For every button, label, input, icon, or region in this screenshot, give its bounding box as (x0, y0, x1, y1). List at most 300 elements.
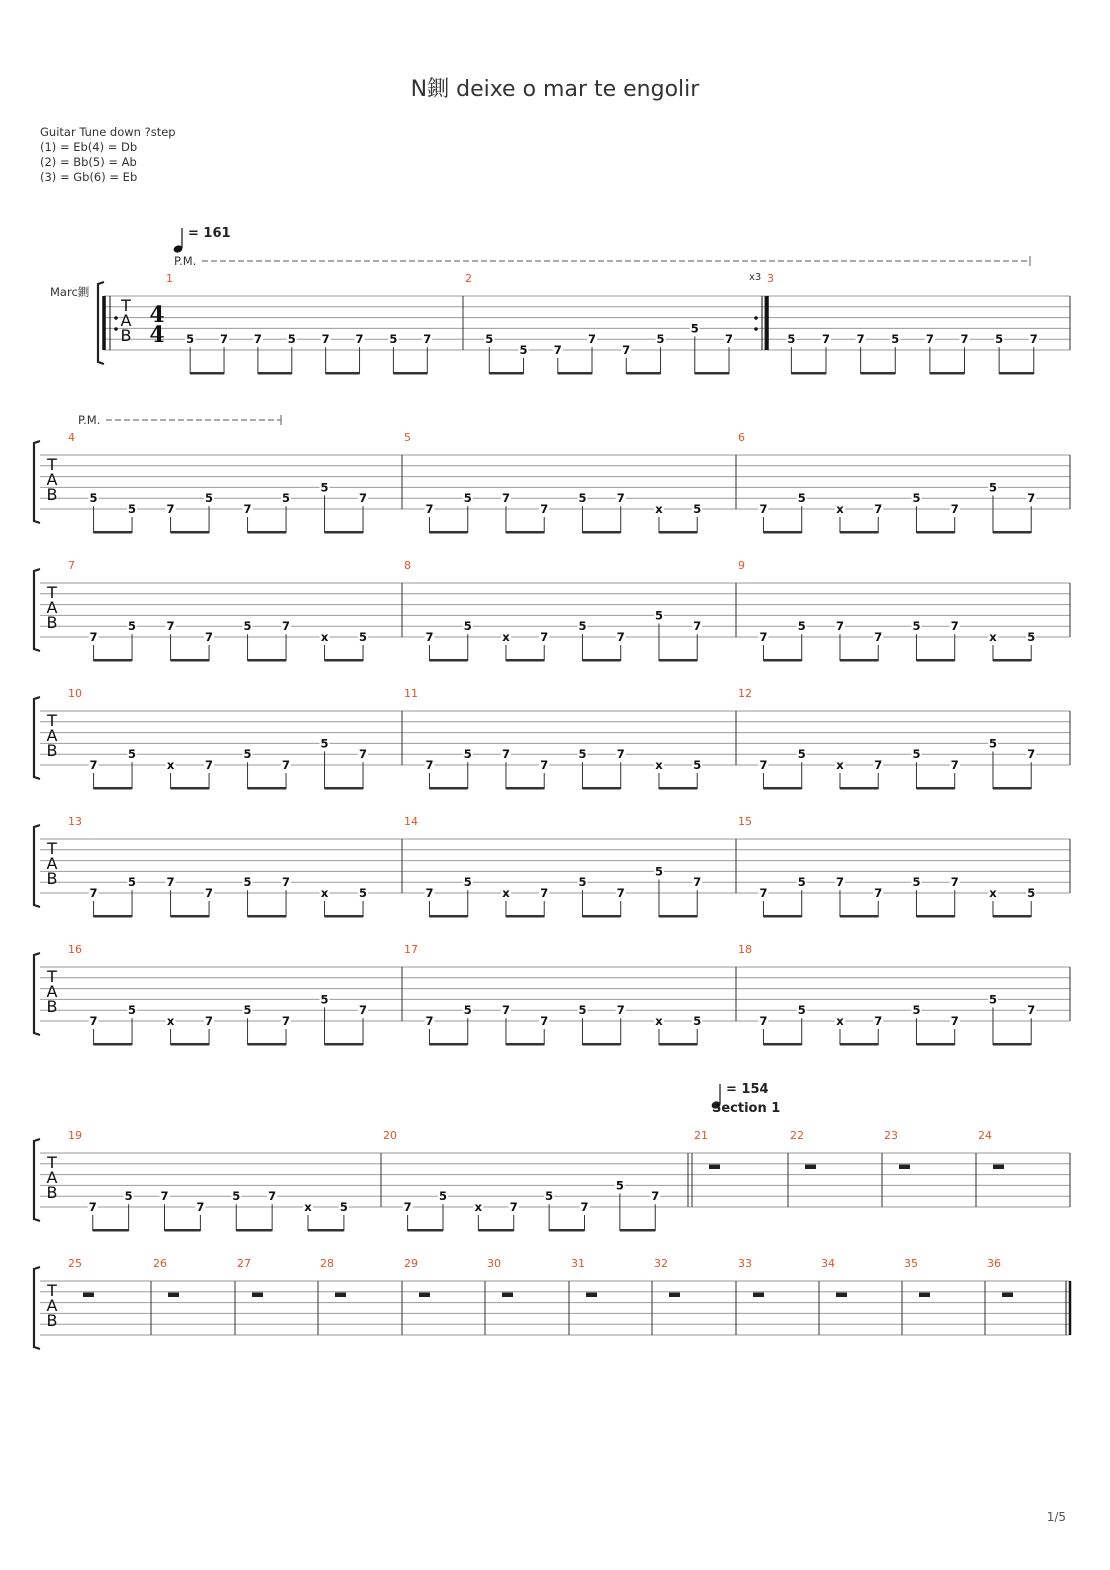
note-beam (94, 659, 133, 662)
fret-number: 7 (759, 630, 768, 644)
fret-number: 7 (950, 758, 959, 772)
fret-number: 7 (960, 332, 969, 347)
fret-number: 7 (950, 619, 959, 634)
note-beam (916, 1043, 954, 1046)
repeat-count: x3 (749, 272, 762, 283)
fret-number: 5 (438, 1189, 447, 1204)
time-signature-numerator: 4 (149, 302, 165, 328)
fret-number: 5 (282, 491, 291, 506)
tab-clef-letter: T (47, 711, 57, 730)
tuning-line: (3) = Gb(6) = Eb (40, 170, 138, 184)
tab-clef-letter: B (46, 485, 58, 504)
fret-number: 7 (89, 758, 98, 772)
fret-number: 5 (359, 886, 368, 900)
note-beam (94, 531, 133, 534)
fret-number: x (304, 1200, 312, 1214)
bar-number: 32 (654, 1257, 668, 1270)
fret-number: 7 (950, 502, 959, 516)
section-label: Section 1 (712, 1101, 781, 1116)
note-beam (999, 372, 1034, 375)
bar-number: 10 (68, 687, 82, 700)
bar-number: 4 (68, 431, 75, 444)
fret-number: x (655, 758, 663, 772)
note-beam (993, 659, 1031, 662)
fret-number: 5 (232, 1189, 241, 1204)
note-beam (582, 531, 620, 534)
note-beam (763, 1043, 801, 1046)
note-beam (171, 915, 210, 918)
fret-number: 7 (950, 875, 959, 890)
note-beam (916, 659, 954, 662)
tab-clef-letter: T (47, 1281, 57, 1300)
tab-clef-letter: A (46, 726, 58, 745)
note-beam (429, 659, 467, 662)
fret-number: 7 (1027, 747, 1036, 762)
palm-mute-label: P.M. (78, 413, 101, 427)
bar-number: 7 (68, 559, 75, 572)
bar-number: 16 (68, 943, 82, 956)
fret-number: 5 (690, 321, 699, 336)
tab-clef-letter: T (47, 455, 57, 474)
fret-number: 7 (835, 619, 844, 634)
note-beam (325, 915, 364, 918)
fret-number: 5 (243, 875, 252, 890)
fret-number: 7 (425, 758, 434, 772)
fret-number: 5 (1027, 886, 1036, 900)
fret-number: x (474, 1200, 483, 1214)
note-beam (993, 787, 1031, 790)
note-beam (763, 659, 801, 662)
tab-clef-letter: A (46, 854, 58, 873)
fret-number: x (655, 1014, 663, 1028)
fret-number: 7 (205, 886, 214, 900)
fret-number: 5 (654, 608, 663, 623)
fret-number: 5 (243, 619, 252, 634)
fret-number: 7 (89, 886, 98, 900)
fret-number: 7 (540, 1014, 549, 1028)
fret-number: 7 (693, 875, 702, 890)
note-beam (763, 787, 801, 790)
whole-rest (919, 1293, 930, 1298)
bar-number: 19 (68, 1129, 82, 1142)
bar-number: 31 (571, 1257, 585, 1270)
bar-number: 12 (738, 687, 752, 700)
fret-number: 5 (787, 332, 796, 347)
note-beam (840, 531, 878, 534)
system-bracket (34, 1267, 40, 1349)
tuning-line: (2) = Bb(5) = Ab (40, 155, 137, 169)
tab-clef-letter: A (120, 311, 132, 330)
bar-number: 27 (237, 1257, 251, 1270)
note-beam (763, 915, 801, 918)
tuning-heading: Guitar Tune down ?step (40, 125, 176, 139)
fret-number: 5 (320, 736, 329, 751)
note-beam (582, 915, 620, 918)
fret-number: 7 (616, 491, 625, 506)
fret-number: 5 (988, 992, 997, 1007)
fret-number: 5 (578, 491, 587, 506)
fret-number: 7 (835, 875, 844, 890)
fret-number: 7 (501, 1003, 510, 1018)
fret-number: 5 (912, 491, 921, 506)
system-bracket (34, 825, 40, 907)
whole-rest (586, 1293, 597, 1298)
fret-number: 7 (651, 1189, 660, 1204)
fret-number: 7 (759, 502, 768, 516)
note-beam (506, 915, 544, 918)
fret-number: 7 (856, 332, 865, 347)
bar-number: 36 (987, 1257, 1001, 1270)
fret-number: 7 (588, 332, 597, 347)
note-beam (659, 1043, 697, 1046)
fret-number: 5 (578, 875, 587, 890)
fret-number: 7 (89, 630, 98, 644)
fret-number: 7 (282, 1014, 291, 1028)
fret-number: 5 (578, 747, 587, 762)
fret-number: 7 (1027, 1003, 1036, 1018)
note-beam (171, 531, 210, 534)
note-beam (659, 531, 697, 534)
note-beam (582, 1043, 620, 1046)
fret-number: 7 (540, 630, 549, 644)
note-beam (393, 372, 427, 375)
fret-number: 5 (128, 502, 137, 516)
fret-number: 5 (128, 619, 137, 634)
note-beam (326, 372, 360, 375)
whole-rest (836, 1293, 847, 1298)
fret-number: 7 (220, 332, 229, 347)
fret-number: 5 (389, 332, 398, 347)
fret-number: x (166, 1014, 175, 1028)
instrument-label: Marc鍘 (50, 285, 90, 299)
fret-number: 7 (282, 758, 291, 772)
fret-number: 5 (797, 747, 806, 762)
fret-number: 5 (186, 332, 195, 347)
whole-rest (993, 1165, 1004, 1170)
note-beam (916, 915, 954, 918)
time-signature-denominator: 4 (149, 322, 165, 348)
note-beam (248, 915, 286, 918)
fret-number: 5 (128, 747, 137, 762)
note-beam (248, 787, 286, 790)
fret-number: 7 (403, 1200, 412, 1214)
note-beam (171, 659, 210, 662)
note-beam (582, 787, 620, 790)
bar-number: 29 (404, 1257, 418, 1270)
fret-number: 7 (622, 343, 631, 357)
whole-rest (753, 1293, 764, 1298)
note-beam (94, 915, 133, 918)
repeat-dot (754, 316, 758, 320)
tab-clef-letter: A (46, 598, 58, 617)
fret-number: 7 (616, 1003, 625, 1018)
tab-clef-letter: B (46, 869, 58, 888)
fret-number: 5 (615, 1178, 624, 1193)
fret-number: 5 (89, 491, 98, 506)
fret-number: 5 (463, 1003, 472, 1018)
fret-number: 5 (654, 864, 663, 879)
fret-number: 7 (253, 332, 262, 347)
fret-number: x (836, 1014, 844, 1028)
fret-number: 7 (166, 619, 175, 634)
fret-number: 5 (693, 1014, 702, 1028)
whole-rest (709, 1165, 720, 1170)
fret-number: 7 (243, 502, 252, 516)
fret-number: 7 (509, 1200, 518, 1214)
fret-number: 5 (128, 1003, 137, 1018)
note-beam (506, 1043, 544, 1046)
whole-rest (669, 1293, 680, 1298)
fret-number: 7 (874, 886, 883, 900)
fret-number: 5 (912, 1003, 921, 1018)
bar-number: 8 (404, 559, 411, 572)
bar-number: 14 (404, 815, 418, 828)
tab-clef-letter: T (121, 296, 131, 315)
fret-number: 7 (89, 1014, 98, 1028)
note-beam (478, 1229, 513, 1232)
fret-number: 5 (578, 619, 587, 634)
bar-number: 25 (68, 1257, 82, 1270)
bar-number: 9 (738, 559, 745, 572)
note-beam (549, 1229, 584, 1232)
fret-number: 7 (160, 1189, 169, 1204)
fret-number: 5 (656, 332, 665, 347)
note-beam (325, 531, 364, 534)
note-beam (506, 531, 544, 534)
fret-number: 7 (925, 332, 934, 347)
fret-number: 7 (822, 332, 831, 347)
fret-number: 7 (321, 332, 330, 347)
fret-number: 7 (540, 502, 549, 516)
fret-number: 7 (205, 758, 214, 772)
bar-number: 33 (738, 1257, 752, 1270)
note-beam (791, 372, 826, 375)
note-beam (506, 659, 544, 662)
bar-number: 26 (153, 1257, 167, 1270)
note-beam (993, 1043, 1031, 1046)
whole-rest (83, 1293, 94, 1298)
fret-number: 5 (320, 992, 329, 1007)
note-beam (190, 372, 224, 375)
note-beam (506, 787, 544, 790)
note-beam (659, 915, 697, 918)
note-beam (325, 787, 364, 790)
fret-number: 7 (553, 343, 562, 357)
fret-number: 7 (268, 1189, 277, 1204)
fret-number: 5 (797, 1003, 806, 1018)
fret-number: 7 (759, 1014, 768, 1028)
note-beam (165, 1229, 201, 1232)
fret-number: 5 (797, 491, 806, 506)
note-beam (626, 372, 660, 375)
fret-number: 7 (874, 758, 883, 772)
page-indicator: 1/5 (1046, 1510, 1066, 1524)
bar-number: 34 (821, 1257, 835, 1270)
tab-clef-letter: T (47, 583, 57, 602)
fret-number: 5 (988, 736, 997, 751)
bar-number: 3 (767, 272, 774, 285)
tab-clef-letter: B (46, 613, 58, 632)
fret-number: 5 (320, 480, 329, 495)
bar-number: 20 (383, 1129, 397, 1142)
fret-number: 5 (545, 1189, 554, 1204)
fret-number: 5 (124, 1189, 133, 1204)
fret-number: 7 (166, 502, 175, 516)
note-beam (236, 1229, 272, 1232)
fret-number: 5 (1027, 630, 1036, 644)
note-beam (861, 372, 896, 375)
note-beam (308, 1229, 344, 1232)
fret-number: 7 (725, 332, 734, 347)
repeat-dot (114, 327, 118, 331)
note-beam (429, 915, 467, 918)
fret-number: 5 (995, 332, 1004, 347)
fret-number: 7 (874, 1014, 883, 1028)
fret-number: 7 (616, 630, 625, 644)
tab-clef-letter: B (46, 741, 58, 760)
repeat-dot (754, 327, 758, 331)
fret-number: 5 (463, 619, 472, 634)
fret-number: 5 (693, 758, 702, 772)
fret-number: 7 (616, 886, 625, 900)
note-beam (695, 372, 729, 375)
bar-number: 24 (978, 1129, 992, 1142)
whole-rest (252, 1293, 263, 1298)
whole-rest (1002, 1293, 1013, 1298)
fret-number: 5 (485, 332, 494, 347)
fret-number: 7 (205, 630, 214, 644)
fret-number: 7 (874, 502, 883, 516)
bar-number: 22 (790, 1129, 804, 1142)
note-beam (582, 659, 620, 662)
note-beam (408, 1229, 443, 1232)
fret-number: 7 (282, 619, 291, 634)
note-beam (429, 531, 467, 534)
whole-rest (899, 1165, 910, 1170)
tab-clef-letter: A (46, 982, 58, 1001)
fret-number: x (320, 886, 329, 900)
fret-number: 7 (425, 886, 434, 900)
fret-number: 7 (874, 630, 883, 644)
whole-rest (419, 1293, 430, 1298)
fret-number: 7 (425, 630, 434, 644)
note-beam (489, 372, 523, 375)
whole-rest (168, 1293, 179, 1298)
palm-mute-label: P.M. (174, 254, 197, 268)
fret-number: 5 (359, 630, 368, 644)
note-beam (993, 531, 1031, 534)
fret-number: 5 (578, 1003, 587, 1018)
tab-clef-letter: T (47, 839, 57, 858)
bar-number: 18 (738, 943, 752, 956)
bar-number: 17 (404, 943, 418, 956)
note-beam (620, 1229, 655, 1232)
bar-number: 11 (404, 687, 418, 700)
bar-number: 6 (738, 431, 745, 444)
fret-number: 7 (166, 875, 175, 890)
fret-number: 7 (759, 758, 768, 772)
tab-clef-letter: T (47, 967, 57, 986)
note-beam (171, 1043, 210, 1046)
fret-number: 5 (463, 875, 472, 890)
fret-number: 7 (580, 1200, 589, 1214)
note-beam (248, 1043, 286, 1046)
fret-number: 7 (359, 491, 368, 506)
fret-number: 5 (463, 491, 472, 506)
repeat-dot (114, 316, 118, 320)
note-beam (840, 1043, 878, 1046)
fret-number: 7 (759, 886, 768, 900)
fret-number: 5 (243, 747, 252, 762)
fret-number: 7 (282, 875, 291, 890)
note-beam (93, 1229, 129, 1232)
note-beam (325, 1043, 364, 1046)
system-bracket (34, 697, 40, 779)
fret-number: x (502, 630, 510, 644)
fret-number: x (836, 502, 844, 516)
note-beam (840, 787, 878, 790)
fret-number: x (655, 502, 663, 516)
note-beam (258, 372, 292, 375)
tab-clef-letter: B (120, 326, 132, 345)
note-beam (659, 659, 697, 662)
note-beam (916, 787, 954, 790)
whole-rest (502, 1293, 513, 1298)
bar-number: 15 (738, 815, 752, 828)
fret-number: 5 (891, 332, 900, 347)
fret-number: 7 (501, 491, 510, 506)
tab-clef-letter: A (46, 470, 58, 489)
fret-number: 5 (463, 747, 472, 762)
fret-number: 5 (912, 875, 921, 890)
fret-number: 7 (1027, 491, 1036, 506)
fret-number: x (320, 630, 329, 644)
bar-number: 21 (694, 1129, 708, 1142)
fret-number: 5 (912, 619, 921, 634)
note-beam (763, 531, 801, 534)
fret-number: 7 (205, 1014, 214, 1028)
fret-number: 7 (423, 332, 432, 347)
note-beam (248, 659, 286, 662)
note-beam (659, 787, 697, 790)
note-beam (916, 531, 954, 534)
tab-clef-letter: B (46, 1311, 58, 1330)
tab-clef-letter: B (46, 1183, 58, 1202)
fret-number: 7 (196, 1200, 205, 1214)
fret-number: 7 (88, 1200, 97, 1214)
fret-number: 7 (355, 332, 364, 347)
fret-number: 5 (912, 747, 921, 762)
fret-number: 5 (797, 875, 806, 890)
note-beam (429, 787, 467, 790)
note-beam (993, 915, 1031, 918)
fret-number: 7 (359, 1003, 368, 1018)
fret-number: 5 (205, 491, 214, 506)
note-beam (94, 787, 133, 790)
note-beam (171, 787, 210, 790)
fret-number: 7 (540, 758, 549, 772)
bar-number: 23 (884, 1129, 898, 1142)
system-bracket (34, 953, 40, 1035)
note-beam (248, 531, 286, 534)
fret-number: 7 (425, 1014, 434, 1028)
fret-number: x (502, 886, 510, 900)
fret-number: 5 (339, 1200, 348, 1214)
bar-number: 1 (166, 272, 173, 285)
fret-number: 7 (425, 502, 434, 516)
tuning-line: (1) = Eb(4) = Db (40, 140, 138, 154)
note-beam (325, 659, 364, 662)
